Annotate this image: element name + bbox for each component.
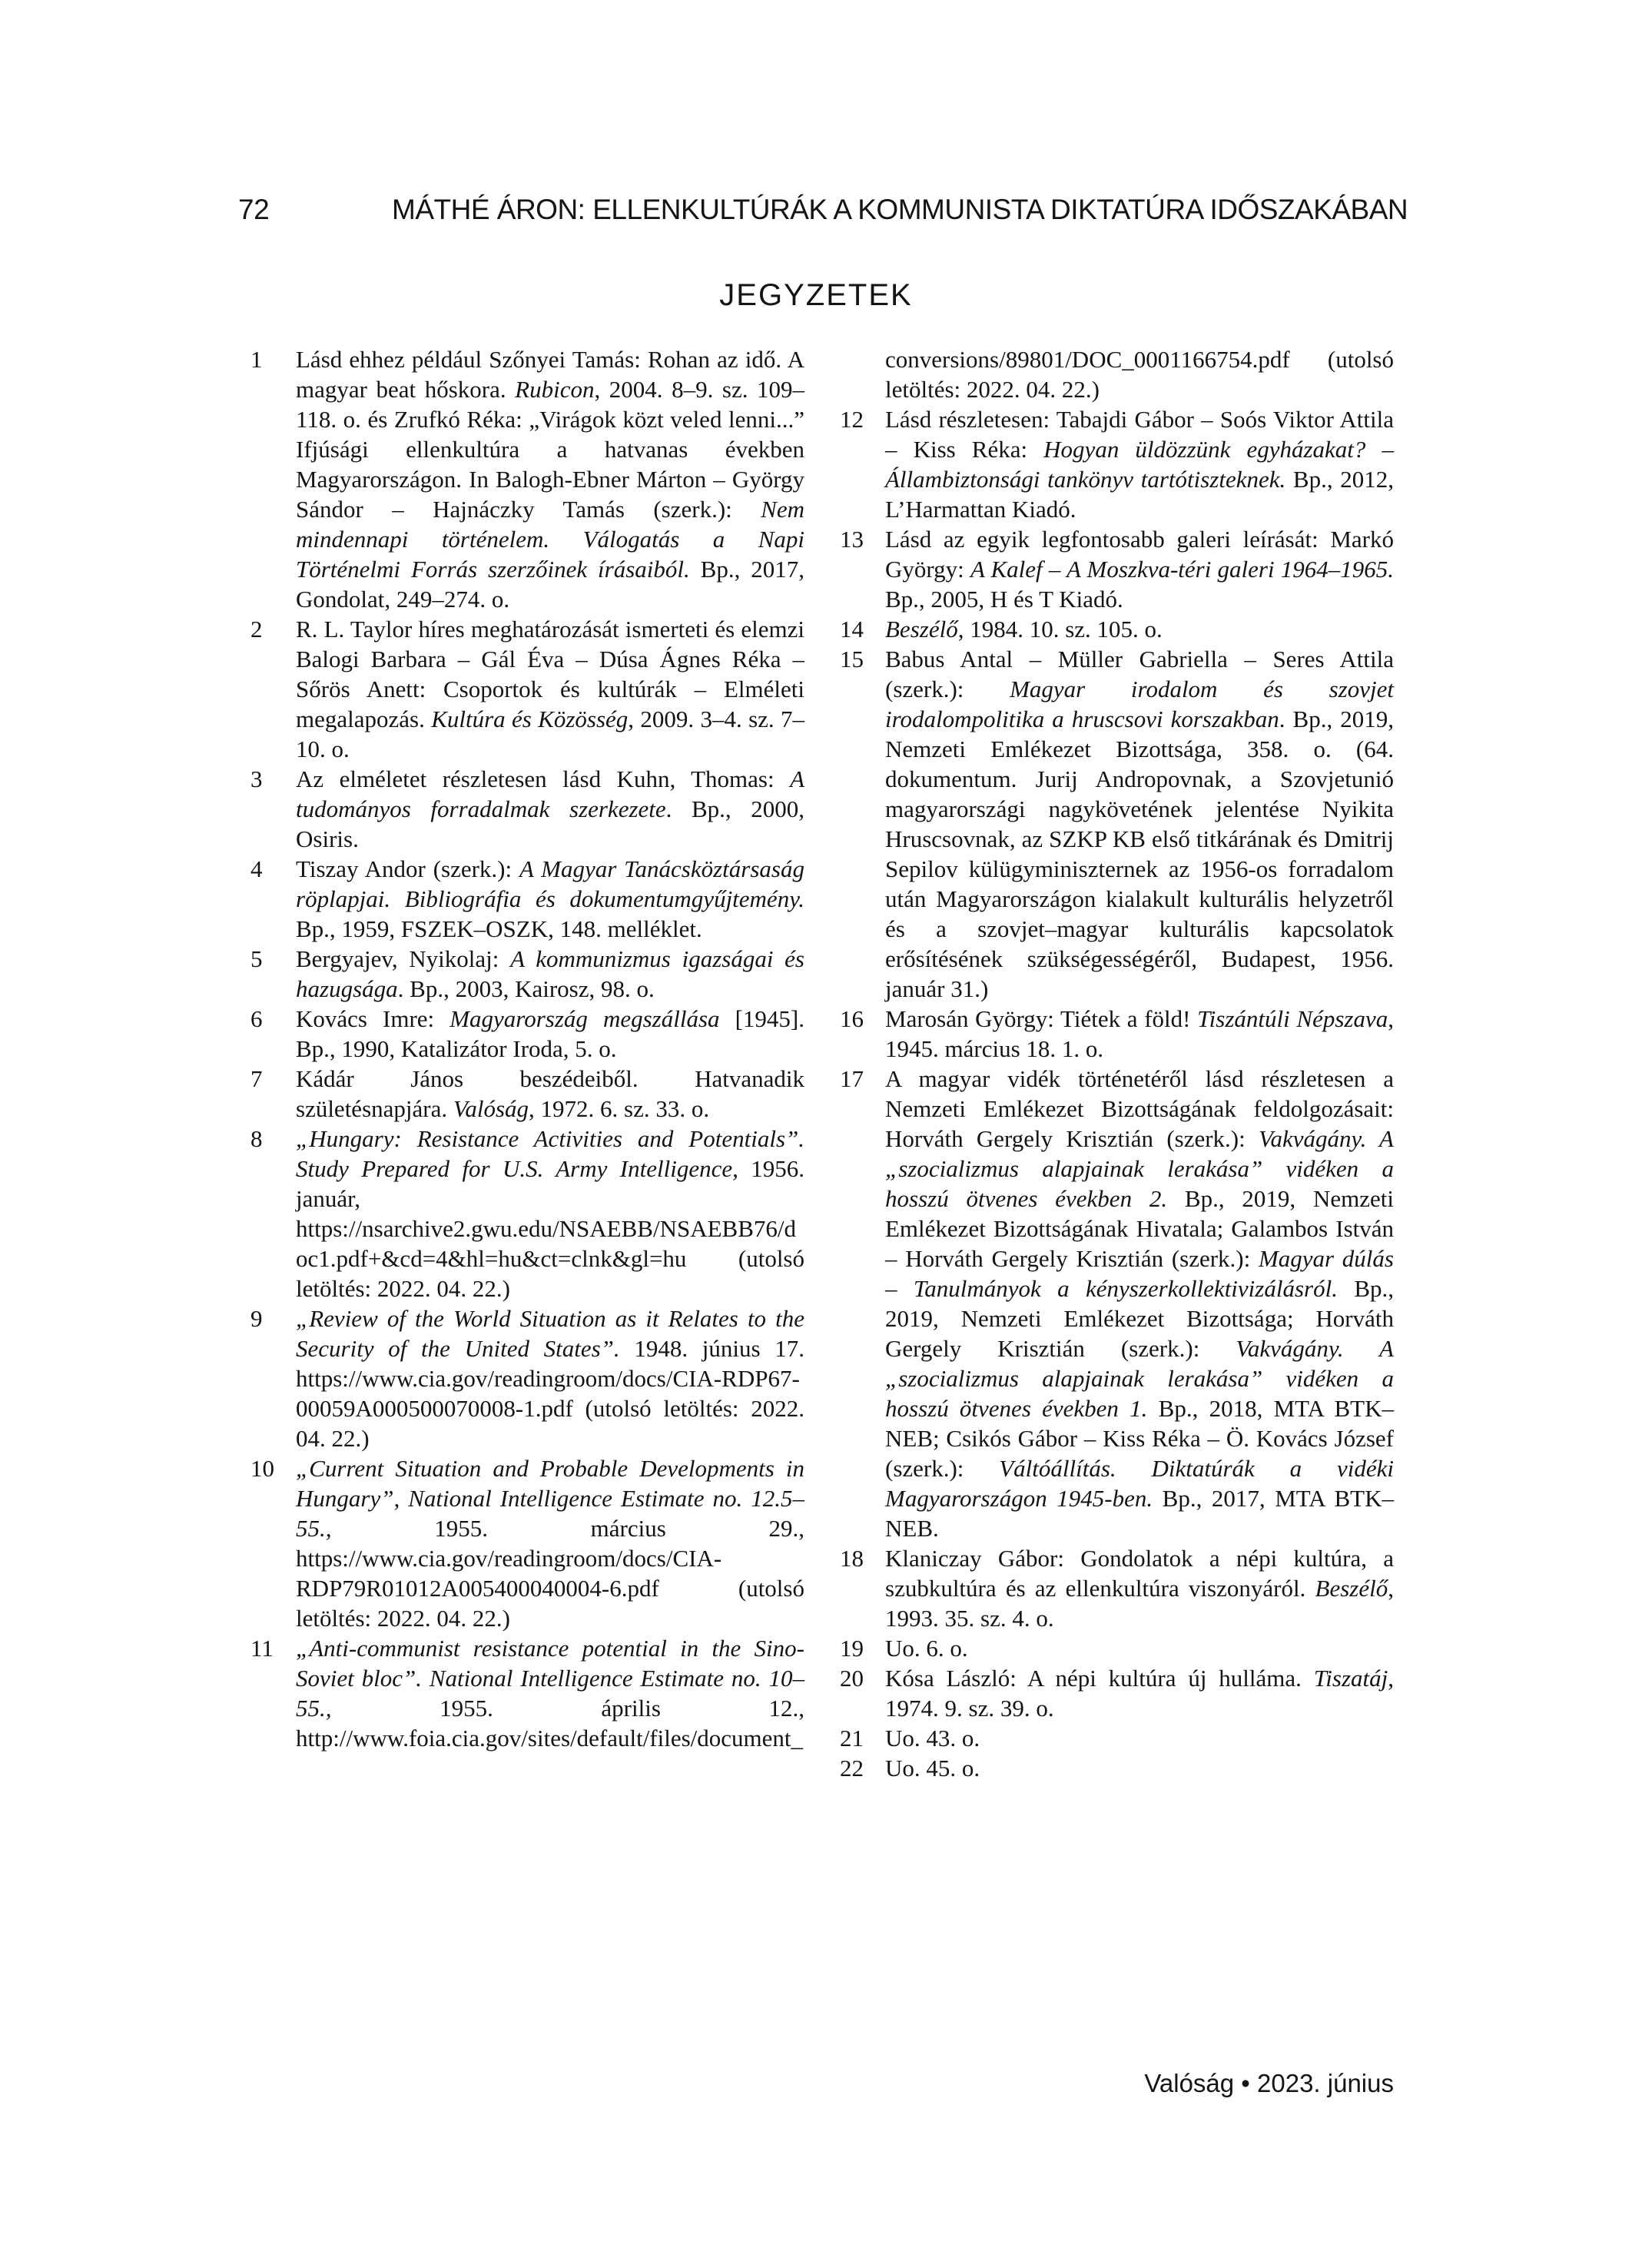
note-item: [238, 854, 804, 944]
note-item: [828, 1543, 1394, 1633]
note-number: 2: [250, 616, 263, 643]
note-item: [828, 344, 1394, 404]
note-item: [238, 1064, 804, 1124]
note-item: [828, 404, 1394, 524]
note-number: 15: [840, 646, 864, 672]
note-text: Klaniczay Gábor: Gondolatok a népi kultúra, a szubkultúra és az ellenkultúra viszonyáról. Beszélő, 1993. 35. sz. 4. o.: [885, 1545, 1394, 1632]
note-number: 22: [840, 1755, 864, 1782]
note-item: [238, 1303, 804, 1453]
note-item: [828, 1663, 1394, 1723]
note-text: conversions/89801/DOC_0001166754.pdf (utolsó letöltés: 2022. 04. 22.): [885, 346, 1394, 403]
note-text: Beszélő, 1984. 10. sz. 105. o.: [885, 616, 1163, 643]
note-item: [238, 1124, 804, 1303]
note-number: 3: [250, 765, 263, 792]
note-item: [828, 644, 1394, 1004]
note-number: 19: [840, 1635, 864, 1662]
note-item: [238, 764, 804, 854]
notes-columns: [238, 344, 1394, 1783]
note-item: [828, 1753, 1394, 1783]
journal-footer: Valóság • 2023. június: [1144, 2069, 1394, 2097]
note-item: [238, 1633, 804, 1753]
note-item: [828, 524, 1394, 614]
note-text: A magyar vidék történetéről lásd részletesen a Nemzeti Emlékezet Bizottságának feldolgozásait: Horváth Gergely Krisztián (szerk.): Vakvágány. A „szocializmus alapjainak lerakása” vidéken a hosszú ötvenes években 2. Bp., 2019, Nemzeti Emlékezet Bizottságának Hivatala; Galambos István – Horváth Gergely Krisztián (szerk.): Magyar dúlás – Tanulmányok a kényszerkollektivizálásról. Bp., 2019, Nemzeti Emlékezet Bizottsága; Horváth Gergely Krisztián (szerk.): Vakvágány. A „szocializmus alapjainak lerakása” vidéken a hosszú ötvenes években 1. Bp., 2018, MTA BTK–NEB; Csikós Gábor – Kiss Réka – Ö. Kovács József (szerk.): Váltóállítás. Diktatúrák a vidéki Magyarországon 1945-ben. Bp., 2017, MTA BTK–NEB.: [885, 1065, 1394, 1542]
notes-column-right: [828, 344, 1394, 1783]
note-number: 18: [840, 1545, 864, 1572]
note-text: „Review of the World Situation as it Relates to the Security of the United States”. 1948. június 17. https://www.cia.gov/readingroom/docs/CIA-RDP67-00059A000500070008-1.pdf (utolsó letöltés: 2022. 04. 22.): [296, 1305, 804, 1452]
note-number: 12: [840, 406, 864, 433]
note-text: Uo. 6. o.: [885, 1635, 968, 1662]
note-text: Lásd részletesen: Tabajdi Gábor – Soós Viktor Attila – Kiss Réka: Hogyan üldözzünk egyházakat? – Állambiztonsági tankönyv tartótiszteknek. Bp., 2012, L’Harmattan Kiadó.: [885, 406, 1394, 523]
note-text: Lásd ehhez például Szőnyei Tamás: Rohan az idő. A magyar beat hőskora. Rubicon, 2004. 8–9. sz. 109–118. o. és Zrufkó Réka: „Virágok közt veled lenni...” Ifjúsági ellenkultúra a hatvanas években Magyarországon. In Balogh-Ebner Márton – György Sándor – Hajnáczky Tamás (szerk.): Nem mindennapi történelem. Válogatás a Napi Történelmi Forrás szerzőinek írásaiból. Bp., 2017, Gondolat, 249–274. o.: [296, 346, 805, 613]
page-number: 72: [238, 194, 270, 225]
note-item: [238, 614, 804, 764]
note-text: Tiszay Andor (szerk.): A Magyar Tanácsköztársaság röplapjai. Bibliográfia és dokumentumgyűjtemény. Bp., 1959, FSZEK–OSZK, 148. melléklet.: [296, 855, 804, 942]
note-number: 1: [250, 346, 263, 373]
note-text: Bergyajev, Nyikolaj: A kommunizmus igazságai és hazugsága. Bp., 2003, Kairosz, 98. o.: [296, 945, 804, 1002]
note-number: [828, 344, 885, 404]
note-text: „Current Situation and Probable Developments in Hungary”, National Intelligence Estimate no. 12.5–55., 1955. március 29., https://www.cia.gov/readingroom/docs/CIA-RDP79R01012A005400040004-6.pdf (utolsó letöltés: 2022. 04. 22.): [296, 1455, 804, 1632]
running-header: [238, 194, 1408, 226]
note-text: Babus Antal – Müller Gabriella – Seres Attila (szerk.): Magyar irodalom és szovjet irodalompolitika a hruscsovi korszakban. Bp., 2019, Nemzeti Emlékezet Bizottsága, 358. o. (64. dokumentum. Jurij Andropovnak, a Szovjetunió magyarországi nagykövetének jelentése Nyikita Hruscsovnak, az SZKP KB első titkárának és Dmitrij Sepilov külügyminiszternek az 1956-os forradalom után Magyarországon kialakult kulturális helyzetről és a szovjet–magyar kulturális kapcsolatok erősítésének szükségességéről, Budapest, 1956. január 31.): [885, 646, 1394, 1002]
note-item: [828, 1004, 1394, 1064]
note-item: [828, 614, 1394, 644]
note-number: 6: [250, 1005, 263, 1032]
note-number: 4: [250, 855, 263, 882]
note-number: 10: [250, 1455, 274, 1482]
note-text: „Anti-communist resistance potential in the Sino-Soviet bloc”. National Intelligence Estimate no. 10–55., 1955. április 12., http://www.foia.cia.gov/sites/default/files/document_: [296, 1635, 804, 1752]
note-number: 11: [250, 1635, 274, 1662]
note-item: [238, 1004, 804, 1064]
note-item: [238, 344, 804, 614]
section-title: JEGYZETEK: [719, 278, 913, 312]
note-text: Kovács Imre: Magyarország megszállása [1945]. Bp., 1990, Katalizátor Iroda, 5. o.: [296, 1005, 804, 1062]
note-text: Lásd az egyik legfontosabb galeri leírását: Markó György: A Kalef – A Moszkva-téri galeri 1964–1965. Bp., 2005, H és T Kiadó.: [885, 526, 1395, 613]
note-text: Kósa László: A népi kultúra új hulláma. Tiszatáj, 1974. 9. sz. 39. o.: [885, 1665, 1394, 1722]
note-text: „Hungary: Resistance Activities and Potentials”. Study Prepared for U.S. Army Intelligence, 1956. január, https://nsarchive2.gwu.edu/NSAEBB/NSAEBB76/doc1.pdf+&cd=4&hl=hu&ct=clnk&gl=hu (utolsó letöltés: 2022. 04. 22.): [296, 1125, 805, 1302]
note-item: [238, 1453, 804, 1633]
note-number: 13: [840, 526, 864, 553]
note-number: 5: [250, 945, 263, 972]
note-text: R. L. Taylor híres meghatározását ismerteti és elemzi Balogi Barbara – Gál Éva – Dúsa Ágnes Réka – Sőrös Anett: Csoportok és kultúrák – Elméleti megalapozás. Kultúra és Közösség, 2009. 3–4. sz. 7–10. o.: [296, 616, 804, 762]
note-item: [828, 1633, 1394, 1663]
note-number: 8: [250, 1125, 263, 1152]
note-text: Kádár János beszédeiből. Hatvanadik születésnapjára. Valóság, 1972. 6. sz. 33. o.: [296, 1065, 804, 1122]
note-text: Uo. 43. o.: [885, 1725, 980, 1752]
note-item: [238, 944, 804, 1004]
note-number: 14: [840, 616, 864, 643]
running-header-title: MÁTHÉ ÁRON: ELLENKULTÚRÁK A KOMMUNISTA DIKTATÚRA IDŐSZAKÁBAN: [392, 194, 1408, 225]
note-number: 21: [840, 1725, 864, 1752]
note-item: [828, 1064, 1394, 1543]
note-number: 17: [840, 1065, 864, 1092]
notes-column-left: [238, 344, 804, 1783]
note-number: 7: [250, 1065, 263, 1092]
note-text: Az elméletet részletesen lásd Kuhn, Thomas: A tudományos forradalmak szerkezete. Bp., 2000, Osiris.: [296, 765, 804, 852]
note-number: 16: [840, 1005, 864, 1032]
note-item: [828, 1723, 1394, 1753]
note-number: 9: [250, 1305, 263, 1332]
note-text: Uo. 45. o.: [885, 1755, 980, 1782]
note-number: 20: [840, 1665, 864, 1692]
note-text: Marosán György: Tiétek a föld! Tiszántúli Népszava, 1945. március 18. 1. o.: [885, 1005, 1394, 1062]
